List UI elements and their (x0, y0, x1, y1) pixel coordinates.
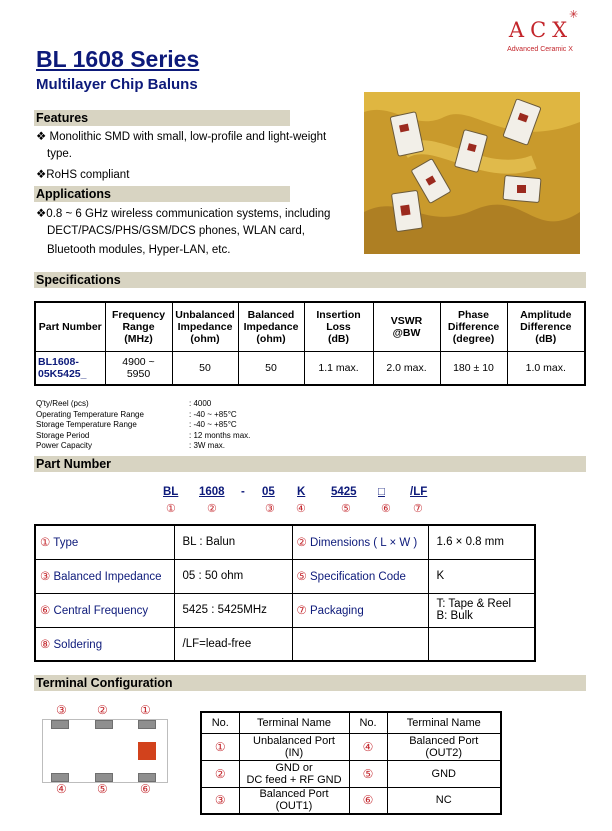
part-value-packaging: T: Tape & Reel B: Bulk (428, 593, 535, 627)
spec-vswr: 2.0 max. (373, 351, 440, 385)
part-label-empty (292, 627, 428, 661)
terminal-row (201, 787, 501, 814)
terminal-table (200, 711, 502, 815)
part-label-balanced-impedance: ③ Balanced Impedance (35, 559, 174, 593)
spec-header-insertion-loss: Insertion Loss (dB) (304, 302, 373, 351)
logo-star-icon: ✳ (569, 9, 579, 21)
misc-value: : -40 ~ +85°C (189, 420, 237, 429)
misc-value: : -40 ~ +85°C (189, 409, 237, 419)
terminal-header-row (201, 712, 501, 733)
feature-item-1: ❖ Monolithic SMD with small, low-profile and light-weight (36, 131, 327, 143)
spec-header-unbalanced-impedance: Unbalanced Impedance (ohm) (172, 302, 238, 351)
terminal-name: Unbalanced Port (IN) (239, 733, 349, 760)
code-index: ⑦ (413, 503, 423, 515)
code-segment: 5425 (331, 486, 357, 498)
code-segment: □ (378, 486, 385, 498)
part-label-soldering: ⑧ Soldering (35, 627, 174, 661)
pin-label: ⑤ (97, 782, 108, 796)
misc-label: Storage Period (36, 430, 90, 440)
part-value-dimensions: 1.6 × 0.8 mm (428, 525, 535, 559)
pin-label: ③ (56, 703, 67, 717)
feature-item-1-cont: type. (47, 148, 72, 160)
misc-value: : 12 months max. (189, 430, 251, 440)
orientation-mark (138, 742, 156, 760)
code-index: ④ (296, 503, 306, 515)
misc-label: Q'ty/Reel (pcs) (36, 399, 89, 408)
spec-header-vswr: VSWR @BW (373, 302, 440, 351)
part-value-soldering: /LF=lead-free (174, 627, 292, 661)
misc-label: Storage Temperature Range (36, 420, 137, 429)
terminal-number: ③ (201, 787, 239, 814)
part-number-row (35, 593, 535, 627)
applications-line-3: Bluetooth modules, Hyper-LAN, etc. (47, 244, 231, 256)
terminal-row (201, 760, 501, 787)
code-segment: /LF (410, 486, 428, 498)
part-number-row (35, 627, 535, 661)
part-label-central-frequency: ⑥ Central Frequency (35, 593, 174, 627)
spec-header-part-number: Part Number (35, 302, 105, 351)
part-number-heading: Part Number (34, 456, 586, 472)
misc-value: : 4000 (189, 399, 212, 408)
code-segment: 05 (262, 486, 275, 498)
spec-unbalanced-impedance: 50 (172, 351, 238, 385)
terminal-number: ④ (349, 733, 387, 760)
misc-values (189, 399, 250, 452)
spec-data-row (35, 351, 585, 385)
terminal-pad (95, 773, 113, 782)
applications-heading: Applications (34, 186, 290, 202)
code-index: ② (207, 503, 217, 515)
terminal-name: Balanced Port (OUT1) (239, 787, 349, 814)
product-photo (364, 92, 580, 254)
pin-label: ① (140, 703, 151, 717)
spec-header-phase-difference: Phase Difference (degree) (440, 302, 507, 351)
terminal-header-no: No. (349, 712, 387, 733)
terminal-name: Balanced Port (OUT2) (387, 733, 501, 760)
spec-phase-difference: 180 ± 10 (440, 351, 507, 385)
part-value-specification-code: K (428, 559, 535, 593)
part-number-row (35, 559, 535, 593)
code-separator: - (241, 486, 245, 498)
part-value-balanced-impedance: 05 : 50 ohm (174, 559, 292, 593)
specifications-table (34, 301, 586, 386)
specifications-heading: Specifications (34, 272, 586, 288)
code-segment: BL (163, 486, 179, 498)
applications-line-1: ❖0.8 ~ 6 GHz wireless communication systems, including (36, 208, 331, 220)
terminal-pad (138, 720, 156, 729)
part-value-empty (428, 627, 535, 661)
part-label-packaging: ⑦ Packaging (292, 593, 428, 627)
code-index: ⑤ (341, 503, 351, 515)
logo-subtext: Advanced Ceramic X (507, 46, 573, 53)
terminal-number: ② (201, 760, 239, 787)
terminal-number: ⑥ (349, 787, 387, 814)
part-number-table (34, 524, 536, 662)
product-photo-graphic (364, 92, 580, 254)
part-value-type: BL : Balun (174, 525, 292, 559)
terminal-number: ⑤ (349, 760, 387, 787)
part-label-specification-code: ⑤ Specification Code (292, 559, 428, 593)
spec-header-balanced-impedance: Balanced Impedance (ohm) (238, 302, 304, 351)
spec-header-row (35, 302, 585, 351)
terminal-configuration-heading: Terminal Configuration (34, 675, 586, 691)
terminal-pad (138, 773, 156, 782)
spec-header-amplitude-difference: Amplitude Difference (dB) (507, 302, 585, 351)
terminal-pad (51, 720, 69, 729)
spec-insertion-loss: 1.1 max. (304, 351, 373, 385)
company-logo (500, 9, 590, 58)
features-heading: Features (34, 110, 290, 126)
terminal-name: NC (387, 787, 501, 814)
misc-label: Operating Temperature Range (36, 409, 144, 419)
terminal-header-no: No. (201, 712, 239, 733)
logo-text: ACX (508, 18, 574, 42)
spec-frequency: 4900 ~ 5950 (105, 351, 172, 385)
code-index: ③ (265, 503, 275, 515)
terminal-name: GND or DC feed + RF GND (239, 760, 349, 787)
terminal-header-name: Terminal Name (239, 712, 349, 733)
code-segment: 1608 (199, 486, 225, 498)
chip-terminal-diagram (42, 719, 168, 783)
code-index: ⑥ (381, 503, 391, 515)
spec-header-frequency: Frequency Range (MHz) (105, 302, 172, 351)
pin-label: ④ (56, 782, 67, 796)
part-number-row (35, 525, 535, 559)
terminal-number: ① (201, 733, 239, 760)
terminal-row (201, 733, 501, 760)
part-label-dimensions: ② Dimensions ( L × W ) (292, 525, 428, 559)
spec-part-number: BL1608- 05K5425_ (35, 351, 105, 385)
spec-amplitude-difference: 1.0 max. (507, 351, 585, 385)
page-subtitle: Multilayer Chip Baluns (36, 76, 198, 93)
misc-labels (36, 399, 144, 452)
terminal-pad (95, 720, 113, 729)
part-value-central-frequency: 5425 : 5425MHz (174, 593, 292, 627)
feature-item-2: ❖RoHS compliant (36, 169, 130, 181)
terminal-header-name: Terminal Name (387, 712, 501, 733)
page-title: BL 1608 Series (36, 46, 200, 72)
applications-line-2: DECT/PACS/PHS/GSM/DCS phones, WLAN card, (47, 225, 305, 237)
misc-value: : 3W max. (189, 441, 226, 450)
pin-label: ② (97, 703, 108, 717)
code-segment: K (297, 486, 306, 498)
code-index: ① (166, 503, 176, 515)
spec-balanced-impedance: 50 (238, 351, 304, 385)
part-label-type: ① Type (35, 525, 174, 559)
misc-label: Power Capacity (36, 441, 93, 450)
terminal-pad (51, 773, 69, 782)
terminal-name: GND (387, 760, 501, 787)
pin-label: ⑥ (140, 782, 151, 796)
